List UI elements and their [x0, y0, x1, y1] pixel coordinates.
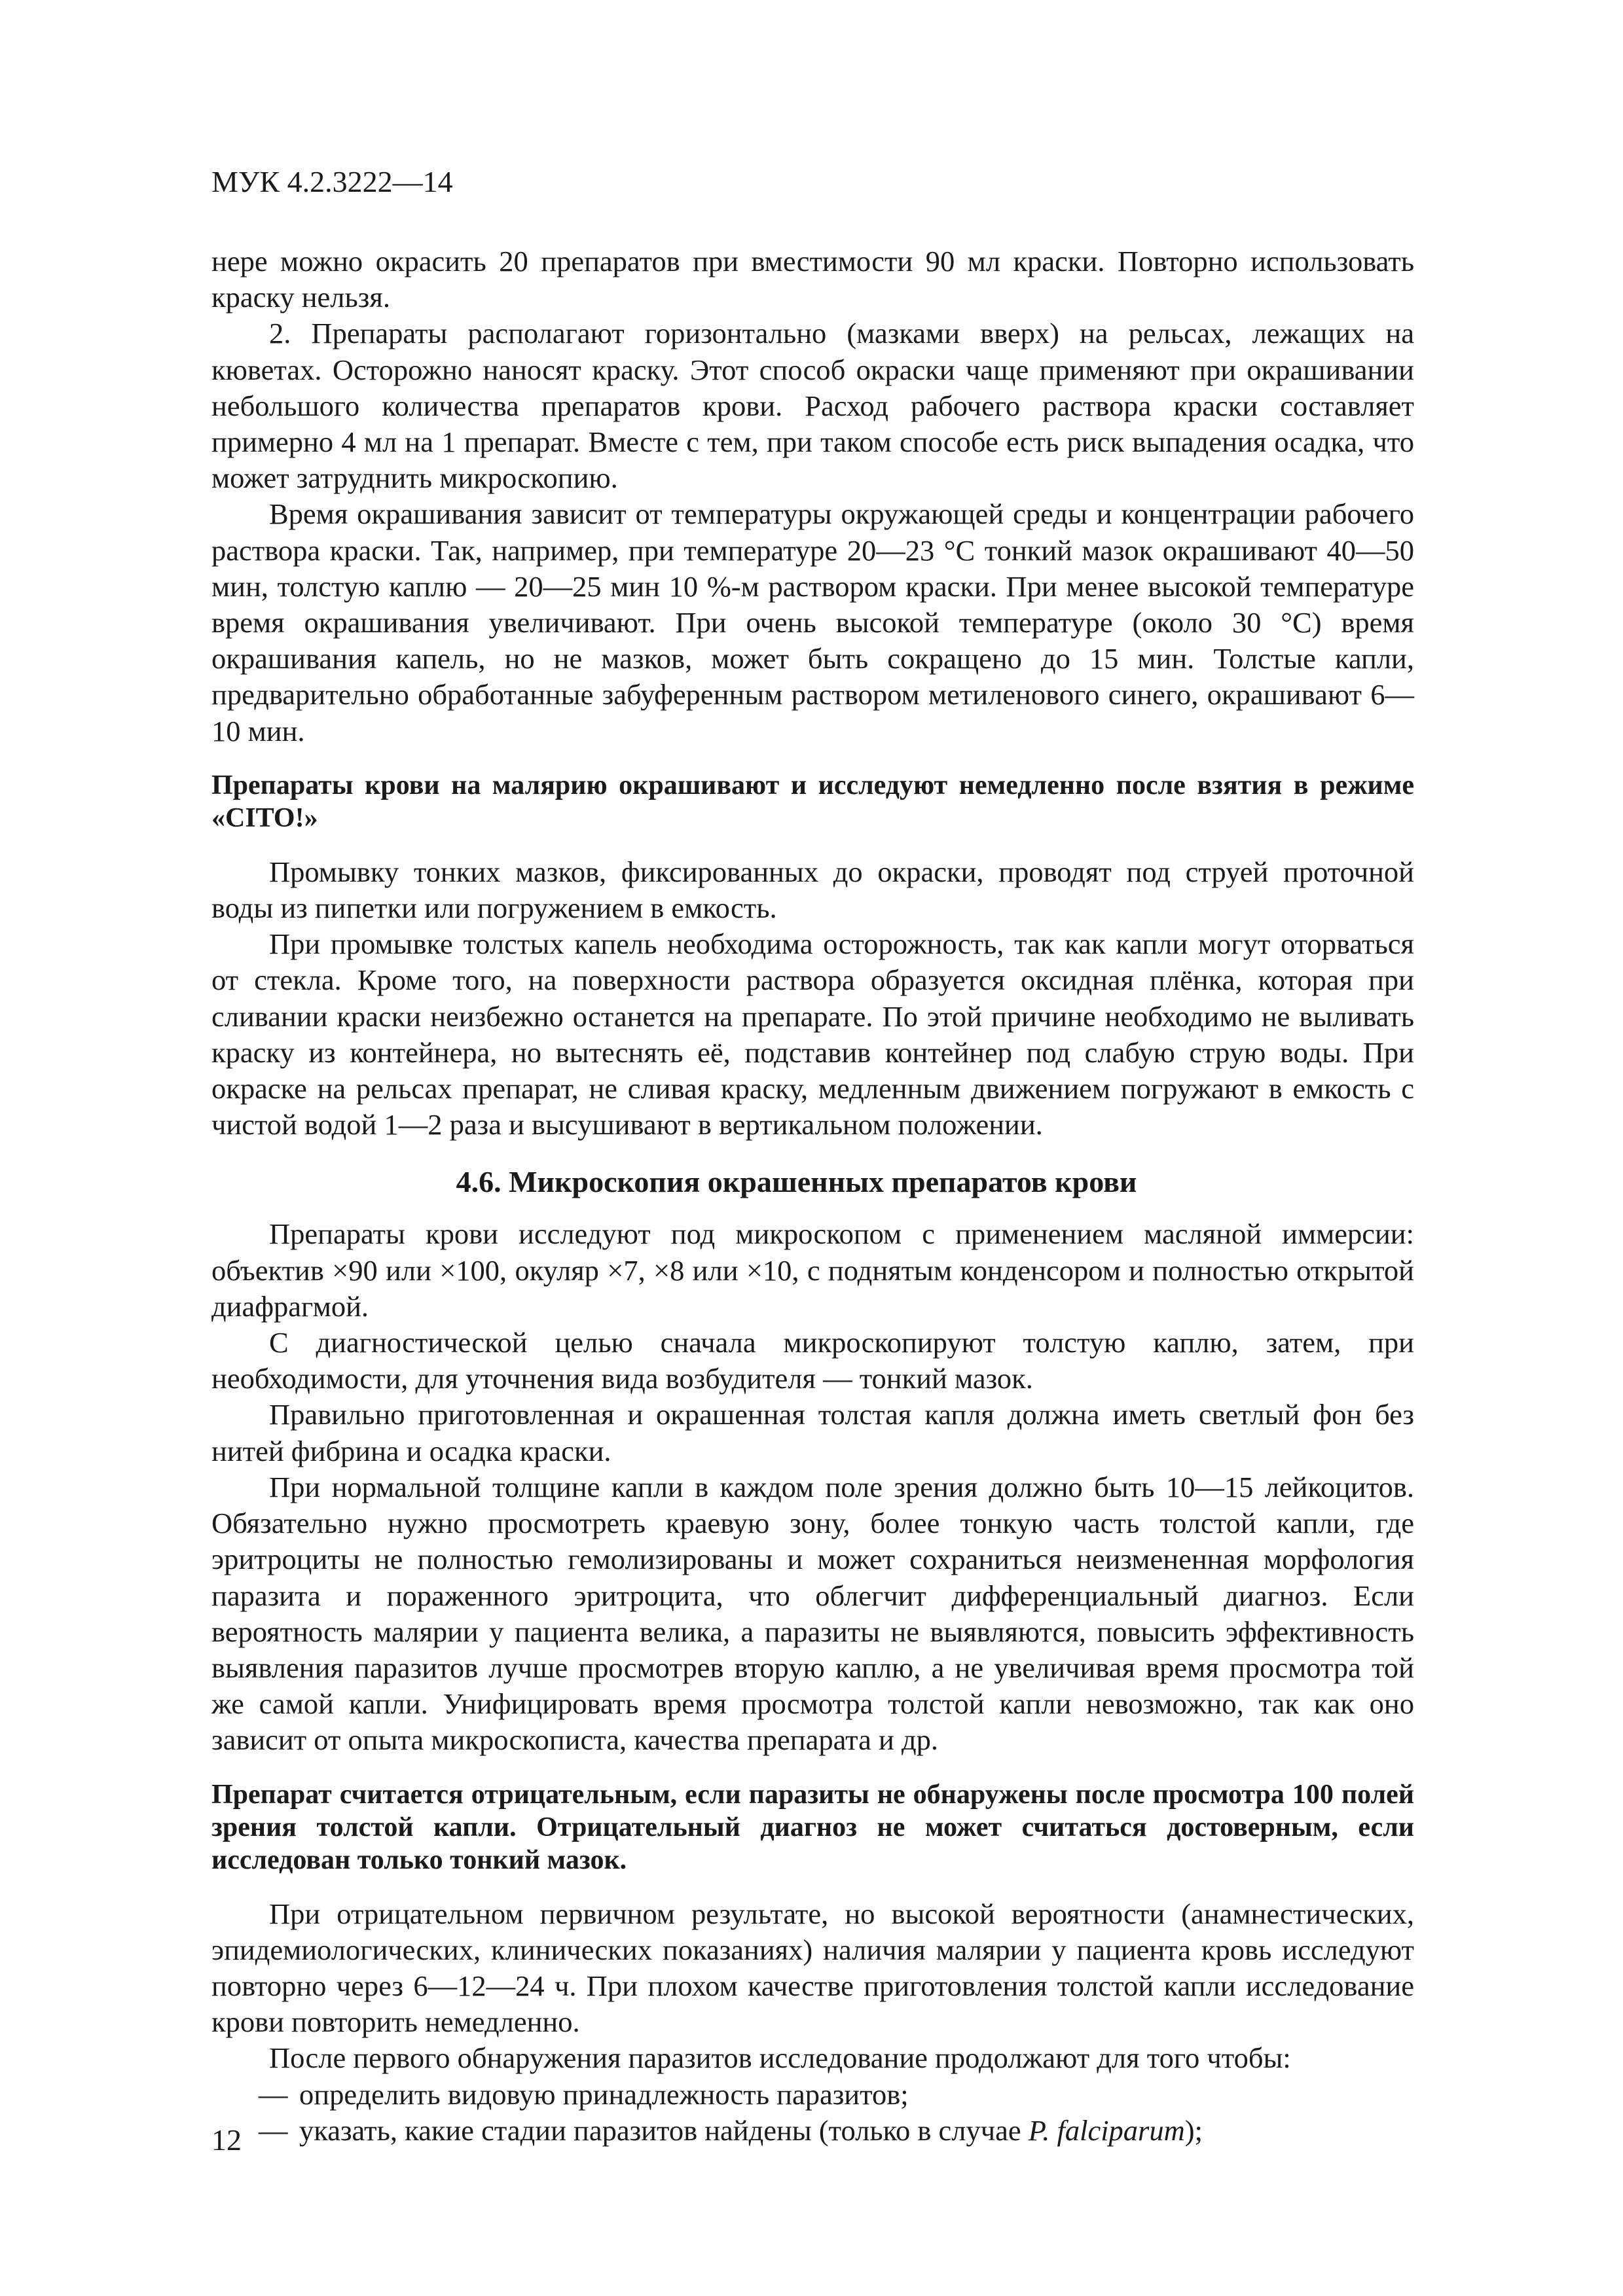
running-header: МУК 4.2.3222—14 — [211, 165, 453, 198]
body-text — [211, 243, 1414, 2149]
paragraph: С диагностической целью сначала микроскопируют толстую каплю, затем, при необходимости, для уточнения вида возбудителя — тонкий мазок. — [211, 1326, 1414, 1395]
list-item-text-end: ); — [1184, 2113, 1203, 2147]
paragraph: Правильно приготовленная и окрашенная толстая капля должна иметь светлый фон без нитей фибрина и осадка краски. — [211, 1398, 1414, 1467]
paragraph: После первого обнаружения паразитов исследование продолжают для того чтобы: — [269, 2041, 1291, 2075]
paragraph: нере можно окрасить 20 препаратов при вместимости 90 мл краски. Повторно использовать краску нельзя. — [211, 245, 1414, 314]
list-dash: — — [259, 2113, 288, 2147]
paragraph: При нормальной толщине капли в каждом поле зрения должно быть 10—15 лейкоцитов. Обязательно нужно просмотреть краевую зону, более тонкую часть толстой капли, где эритроциты не полностью гемолизированы и может сохраниться неизмененная морфология паразита и пораженного эритроцита, что облегчит дифференциальный диагноз. Если вероятность малярии у пациента велика, а паразиты не выявляются, повысить эффективность выявления паразитов лучше просмотрев вторую каплю, а не увеличивая время просмотра той же самой капли. Унифицировать время просмотра толстой капли невозможно, так как оно зависит от опыта микроскописта, качества препарата и др. — [211, 1470, 1414, 1757]
paragraph: При промывке толстых капель необходима осторожность, так как капли могут оторваться от стекла. Кроме того, на поверхности раствора образуется оксидная плёнка, которая при сливании краски неизбежно останется на препарате. По этой причине необходимо не выливать краску из контейнера, но вытеснять её, подставив контейнер под слабую струю воды. При окраске на рельсах препарат, не сливая краску, медленным движением погружают в емкость с чистой водой 1—2 раза и высушивают в вертикальном положении. — [211, 927, 1414, 1141]
list-item-text: определить видовую принадлежность паразитов; — [299, 2077, 909, 2111]
species-name: P. falciparum — [1028, 2113, 1185, 2147]
paragraph: 2. Препараты располагают горизонтально (мазками вверх) на рельсах, лежащих на кюветах. Осторожно наносят краску. Этот способ окраски чаще применяют при окрашивании небольшого количества препаратов крови. Расход рабочего раствора краски составляет примерно 4 мл на 1 препарат. Вместе с тем, при таком способе есть риск выпадения осадка, что может затруднить микроскопию. — [211, 317, 1414, 495]
paragraph: Время окрашивания зависит от температуры окружающей среды и концентрации рабочего раствора краски. Так, например, при температуре 20—23 °С тонкий мазок окрашивают 40—50 мин, толстую каплю — 20—25 мин 10 %-м раствором краски. При менее высокой температуре время окрашивания увеличивают. При очень высокой температуре (около 30 °С) время окрашивания капель, но не мазков, может быть сокращено до 15 мин. Толстые капли, предварительно обработанные забуференным раствором метиленового синего, окрашивают 6—10 мин. — [211, 497, 1414, 747]
list-item — [211, 2113, 1414, 2149]
paragraph: Препараты крови исследуют под микроскопом с применением масляной иммерсии: объектив ×90 или ×100, окуляр ×7, ×8 или ×10, с поднятым конденсором и полностью открытой диафрагмой. — [211, 1217, 1414, 1323]
page-number: 12 — [211, 2123, 242, 2157]
list-item — [211, 2077, 1414, 2113]
section-heading: 4.6. Микроскопия окрашенных препаратов крови — [456, 1165, 1137, 1199]
bold-notice: Препарат считается отрицательным, если паразиты не обнаружены после просмотра 100 полей зрения толстой капли. Отрицательный диагноз не может считаться достоверным, если исследован только тонкий мазок. — [211, 1779, 1414, 1875]
paragraph: Промывку тонких мазков, фиксированных до окраски, проводят под струей проточной воды из пипетки или погружением в емкость. — [211, 855, 1414, 925]
list-dash: — — [259, 2077, 288, 2111]
paragraph: При отрицательном первичном результате, но высокой вероятности (анамнестических, эпидемиологических, клинических показаниях) наличия малярии у пациента кровь исследуют повторно через 6—12—24 ч. При плохом качестве приготовления толстой капли исследование крови повторить немедленно. — [211, 1897, 1414, 2039]
list-item-text: указать, какие стадии паразитов найдены (только в случае — [299, 2113, 1029, 2147]
bold-notice: Препараты крови на малярию окрашивают и исследуют немедленно после взятия в режиме «CITO!» — [211, 770, 1414, 833]
